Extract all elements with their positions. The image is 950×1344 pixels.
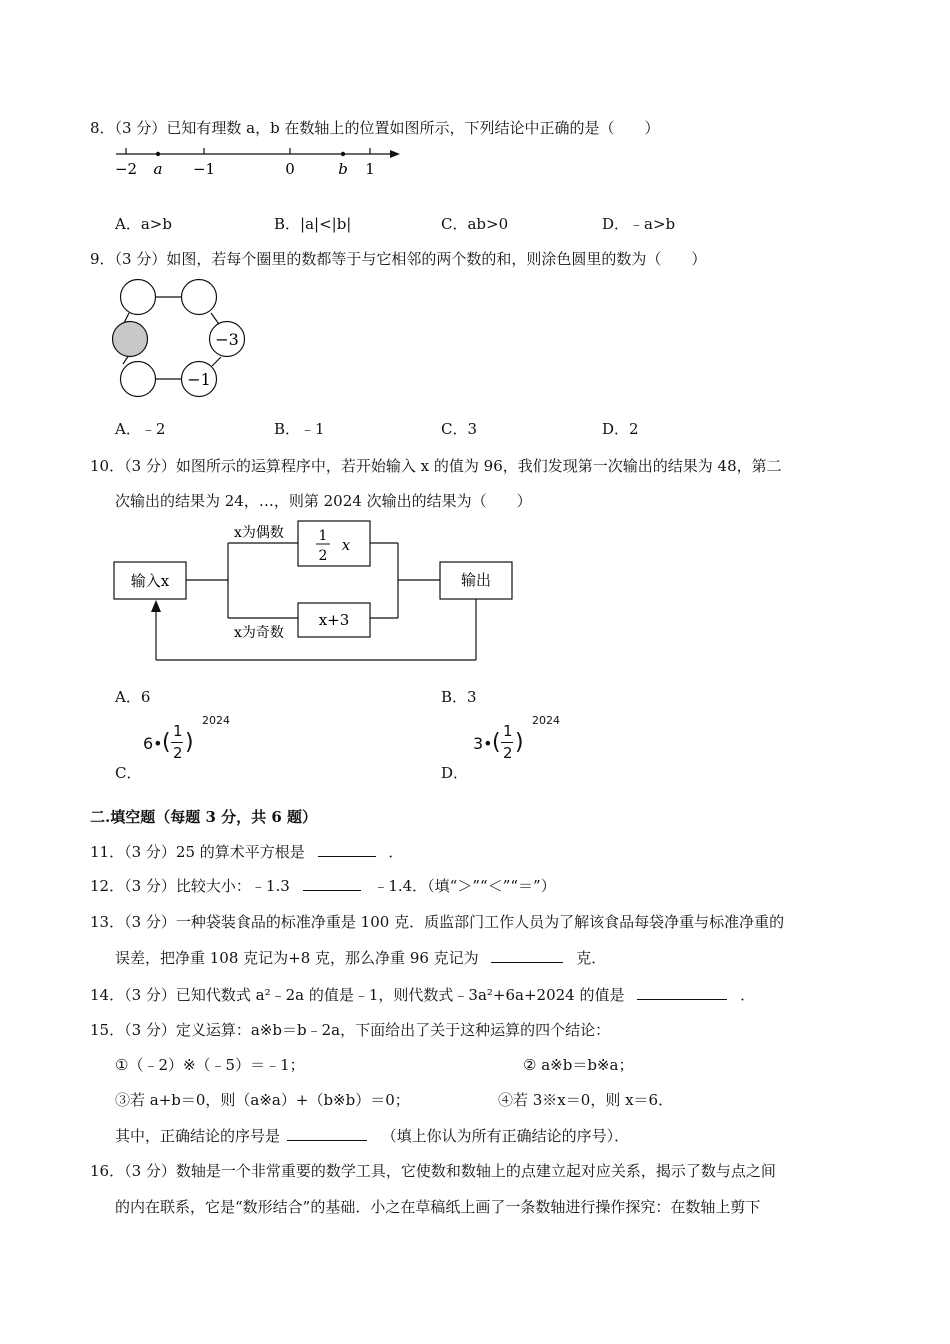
q8-option-a[interactable]: A．a>b [115, 215, 172, 233]
svg-text:1: 1 [318, 528, 328, 544]
axis-label-neg1: −1 [192, 160, 216, 178]
section2-title: 二.填空题（每题 3 分，共 6 题） [90, 808, 317, 826]
q11: 11．（3 分）25 的算术平方根是 ． [90, 843, 404, 861]
number-line-figure [108, 140, 408, 182]
flowchart-figure [108, 518, 518, 666]
q8-option-c[interactable]: C．ab>0 [441, 215, 509, 233]
q12: 12．（3 分）比较大小：﹣1.3 ﹣1.4．（填“＞”“＜”“＝”） [90, 877, 556, 895]
input-label: 输入x [130, 572, 170, 590]
half-x-box [298, 521, 370, 566]
q15-answer-blank[interactable] [287, 1126, 367, 1141]
q14: 14．（3 分）已知代数式 a²﹣2a 的值是﹣1，则代数式﹣3a²+6a+2024 的值是 ． [90, 986, 756, 1004]
q13-answer-blank[interactable] [491, 948, 563, 963]
q15-conclusion-3: ③若 a+b＝0，则（a※a）+（b※b）＝0； [115, 1091, 410, 1109]
q15-stem: 15．（3 分）定义运算：a※b＝b﹣2a，下面给出了关于这种运算的四个结论： [90, 1021, 611, 1039]
axis-label-b: b [338, 160, 348, 178]
q14-answer-blank[interactable] [637, 985, 727, 1000]
q13-line1: 13．（3 分）一种袋装食品的标准净重是 100 克．质监部门工作人员为了解该食品每袋净重与标准净重的 [90, 913, 785, 931]
q11-answer-blank[interactable] [318, 842, 376, 857]
q15-conclusion-4: ④若 3※x＝0，则 x＝6． [498, 1091, 674, 1109]
q10-option-c[interactable]: C． [115, 764, 142, 782]
q10-option-a[interactable]: A．6 [115, 688, 151, 706]
odd-branch-label: x为奇数 [234, 625, 284, 641]
q10-stem-line2: 次输出的结果为 24，…，则第 2024 次输出的结果为（ ） [115, 492, 532, 510]
svg-text:2: 2 [318, 548, 328, 564]
q12-answer-blank[interactable] [303, 876, 361, 891]
axis-label-a: a [153, 160, 163, 178]
q15-conclusion-2: ② a※b＝b※a； [523, 1056, 634, 1074]
svg-text:x: x [341, 536, 351, 554]
shaded-circle [113, 322, 148, 357]
circle-ring-figure [108, 276, 253, 406]
q9-option-b[interactable]: B．﹣1 [274, 420, 325, 438]
q9-option-a[interactable]: A．﹣2 [115, 420, 166, 438]
q9-option-d[interactable]: D．2 [602, 420, 639, 438]
q8-option-b[interactable]: B．|a|<|b| [274, 215, 352, 233]
circle-label-neg1: −1 [187, 370, 211, 389]
q8-option-d[interactable]: D．﹣a>b [602, 215, 676, 233]
circle-label-neg3: −3 [215, 330, 239, 349]
plus3-label: x+3 [318, 611, 350, 629]
axis-label-neg2: −2 [114, 160, 138, 178]
q13-line2: 误差，把净重 108 克记为+8 克，那么净重 96 克记为 克． [115, 949, 607, 967]
axis-label-0: 0 [285, 160, 295, 178]
q15-tail: 其中，正确结论的序号是 （填上你认为所有正确结论的序号）． [115, 1127, 630, 1145]
q16-line2: 的内在联系，它是“数形结合”的基础．小之在草稿纸上画了一条数轴进行操作探究：在数轴上剪下 [115, 1198, 761, 1216]
q10-option-c-expression: 6• ( 1 2 ) 2024 [143, 714, 230, 762]
q10-option-d[interactable]: D． [441, 764, 469, 782]
q9-stem: 9．（3 分）如图，若每个圈里的数都等于与它相邻的两个数的和，则涂色圆里的数为（ ） [90, 250, 707, 268]
q9-option-c[interactable]: C．3 [441, 420, 478, 438]
q10-stem-line1: 10．（3 分）如图所示的运算程序中，若开始输入 x 的值为 96，我们发现第一次输出的结果为 48，第二 [90, 457, 782, 475]
q10-option-b[interactable]: B．3 [441, 688, 477, 706]
axis-label-1: 1 [365, 160, 375, 178]
output-label: 输出 [460, 571, 492, 589]
loop-arrow-icon [151, 600, 161, 612]
q16-line1: 16．（3 分）数轴是一个非常重要的数学工具，它使数和数轴上的点建立起对应关系，揭示了数与点之间 [90, 1162, 776, 1180]
even-branch-label: x为偶数 [234, 525, 284, 541]
q15-conclusion-1: ①（﹣2）※（﹣5）＝﹣1； [115, 1056, 305, 1074]
q10-option-d-expression: 3• ( 1 2 ) 2024 [473, 714, 560, 762]
q8-stem: 8．（3 分）已知有理数 a，b 在数轴上的位置如图所示，下列结论中正确的是（ ） [90, 119, 660, 137]
